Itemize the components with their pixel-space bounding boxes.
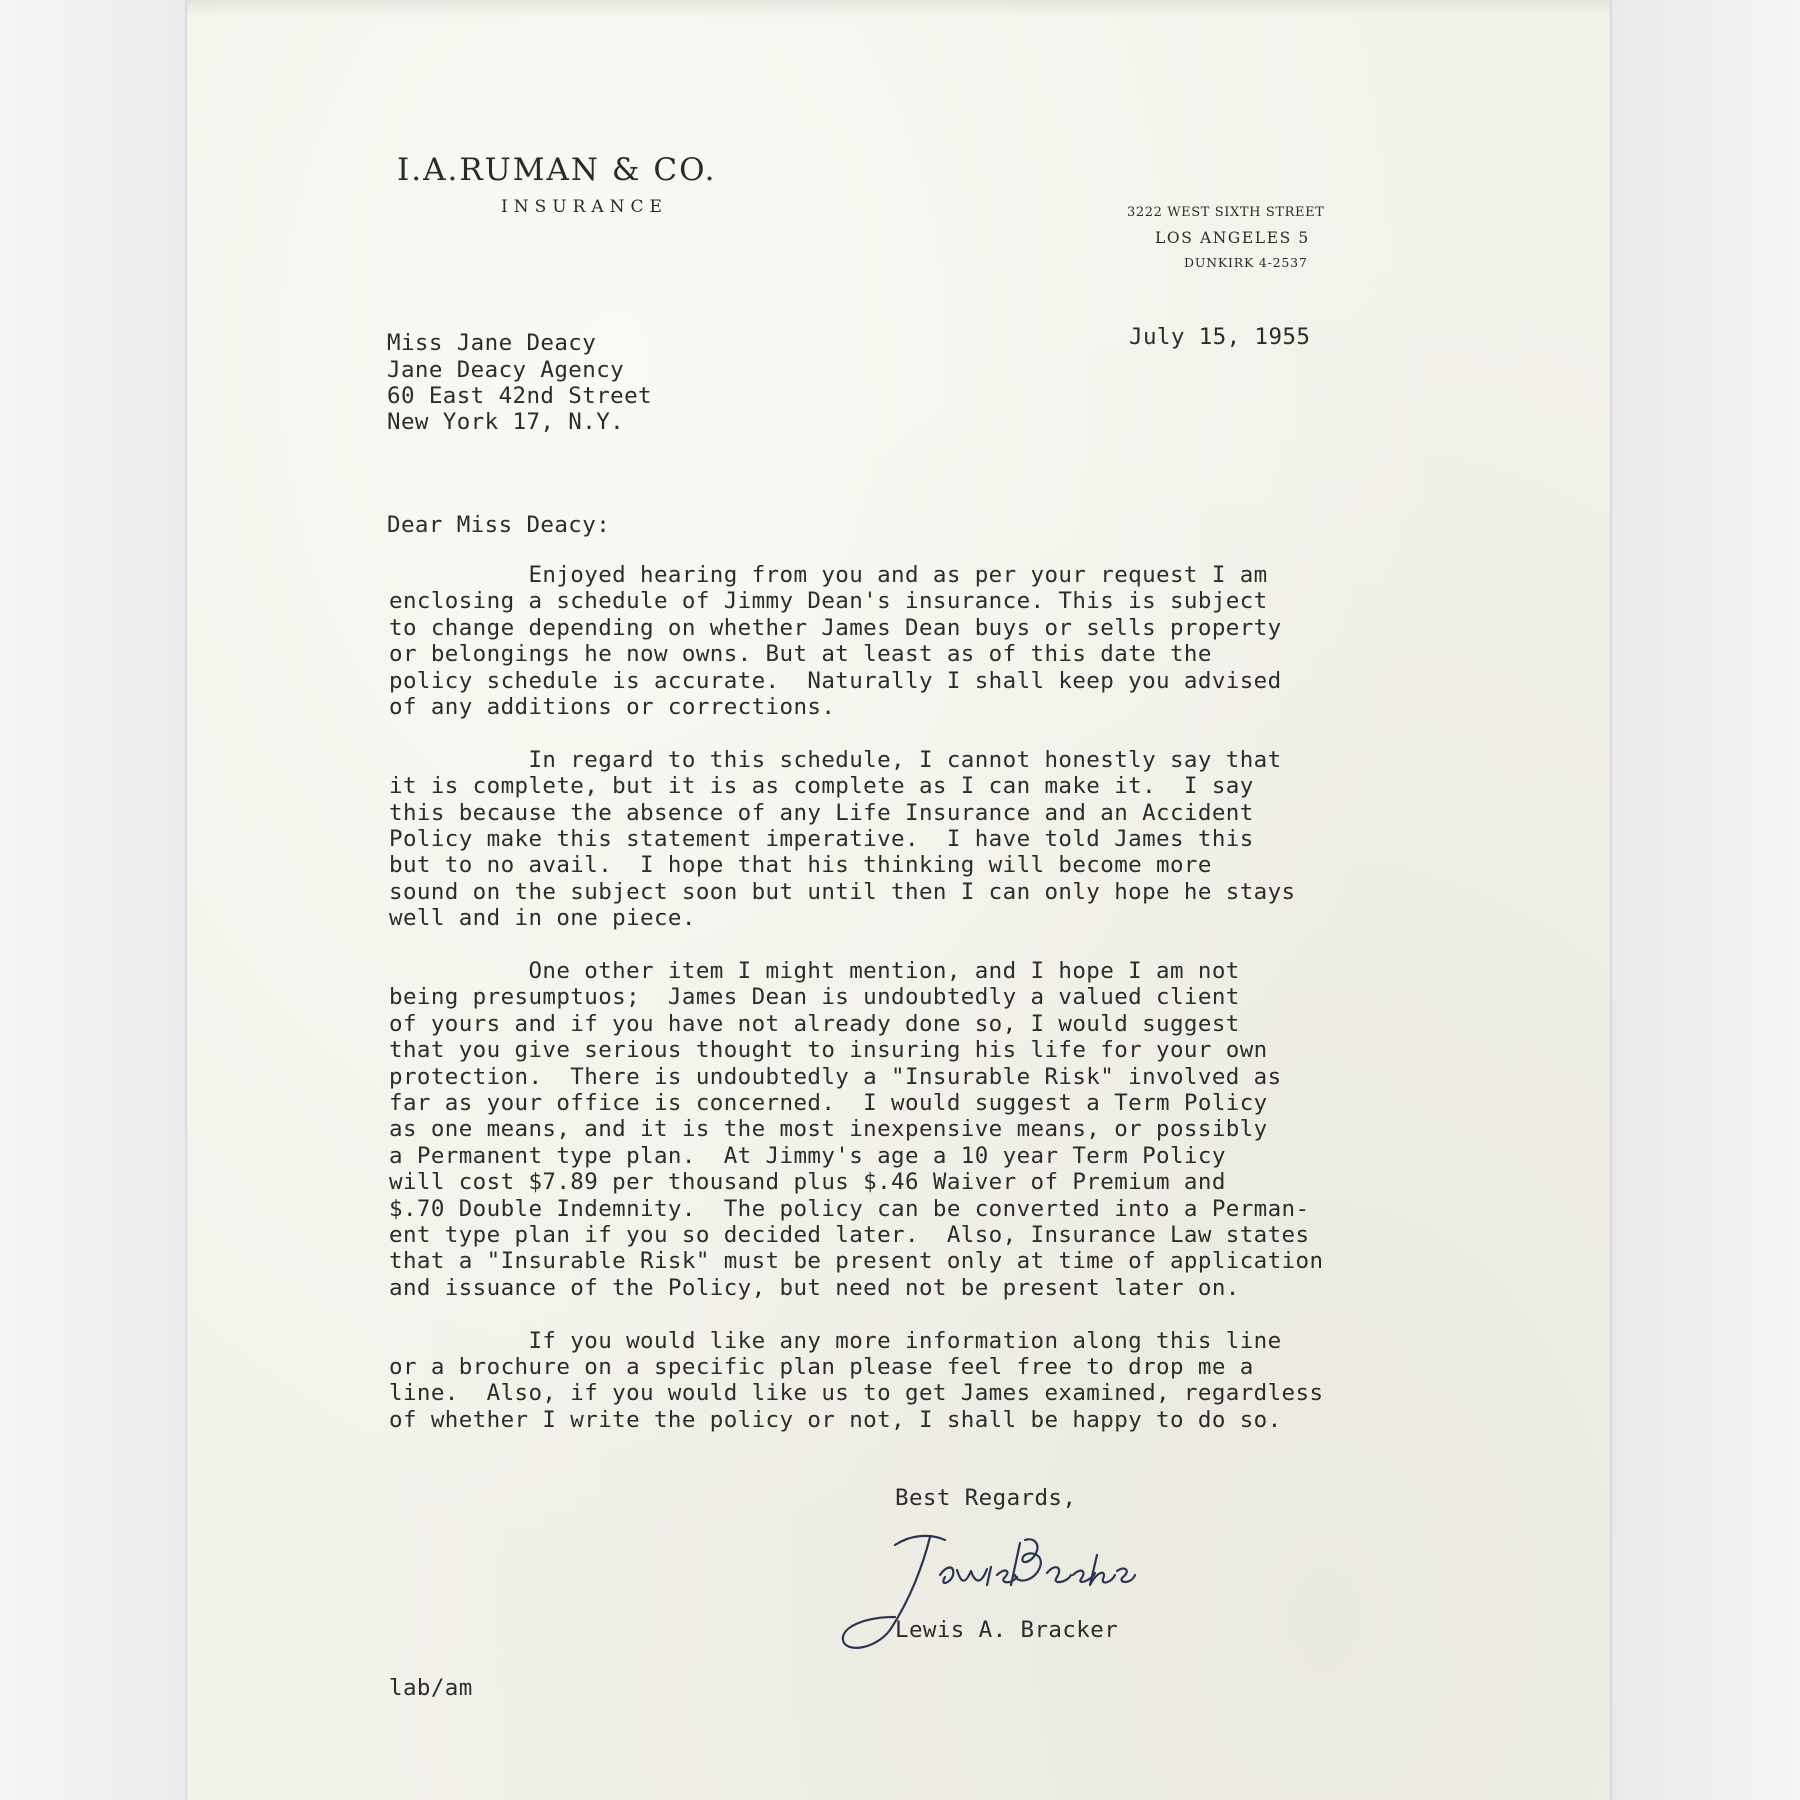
body-line: Enjoyed hearing from you and as per your request I am xyxy=(389,562,1268,588)
body-line: that you give serious thought to insuring his life for your own xyxy=(389,1037,1268,1064)
letterhead-address-street: 3222 WEST SIXTH STREET xyxy=(1127,205,1325,220)
letterhead-company: I.A.RUMAN & CO. xyxy=(397,152,717,188)
body-line: well and in one piece. xyxy=(389,905,696,932)
body-line: enclosing a schedule of Jimmy Dean's insurance. This is subject xyxy=(389,588,1268,615)
paper-edge-shading xyxy=(187,0,1610,18)
body-line: being presumptuos; James Dean is undoubtedly a valued client xyxy=(389,984,1240,1011)
body-line: or a brochure on a specific plan please feel free to drop me a xyxy=(389,1354,1254,1380)
recipient-line: Jane Deacy Agency xyxy=(387,357,625,383)
body-line: of yours and if you have not already done so, I would suggest xyxy=(389,1010,1240,1037)
background-right xyxy=(1610,0,1800,1800)
letterhead-address-phone: DUNKIRK 4-2537 xyxy=(1184,255,1308,270)
recipient-line: 60 East 42nd Street xyxy=(387,383,652,409)
signer-name: Lewis A. Bracker xyxy=(895,1617,1119,1643)
body-line: this because the absence of any Life Insurance and an Accident xyxy=(389,799,1254,826)
body-line: will cost $7.89 per thousand plus $.46 Waiver of Premium and xyxy=(389,1169,1226,1196)
body-line: line. Also, if you would like us to get James examined, regardless xyxy=(389,1380,1324,1407)
closing: Best Regards, xyxy=(895,1485,1077,1511)
body-line: sound on the subject soon but until then I can only hope he stays xyxy=(389,878,1296,905)
body-line: but to no avail. I hope that his thinking will become more xyxy=(389,852,1212,879)
recipient-line: New York 17, N.Y. xyxy=(387,409,625,435)
body-line: to change depending on whether James Dean buys or sells property xyxy=(389,614,1282,641)
salutation: Dear Miss Deacy: xyxy=(387,512,611,538)
body-line: of any additions or corrections. xyxy=(389,694,836,720)
body-line: If you would like any more information along this line xyxy=(389,1327,1282,1354)
letterhead-address-city: LOS ANGELES 5 xyxy=(1155,229,1310,247)
body-line: a Permanent type plan. At Jimmy's age a 10 year Term Policy xyxy=(389,1142,1226,1169)
letter-date: July 15, 1955 xyxy=(1129,324,1311,350)
recipient-line: Miss Jane Deacy xyxy=(387,330,597,356)
typist-initials: lab/am xyxy=(389,1675,473,1701)
body-line: One other item I might mention, and I hope I am not xyxy=(389,958,1240,984)
body-line: In regard to this schedule, I cannot honestly say that xyxy=(389,746,1282,773)
body-line: that a "Insurable Risk" must be present only at time of application xyxy=(389,1248,1324,1275)
background-left xyxy=(0,0,187,1800)
body-line: as one means, and it is the most inexpensive means, or possibly xyxy=(389,1116,1268,1143)
body-line: and issuance of the Policy, but need not be present later on. xyxy=(389,1274,1240,1301)
body-line: protection. There is undoubtedly a "Insurable Risk" involved as xyxy=(389,1063,1282,1090)
body-line: of whether I write the policy or not, I shall be happy to do so. xyxy=(389,1406,1282,1433)
body-line: it is complete, but it is as complete as I can make it. I say xyxy=(389,773,1254,800)
body-line: far as your office is concerned. I would suggest a Term Policy xyxy=(389,1090,1268,1116)
body-line: ent type plan if you so decided later. Also, Insurance Law states xyxy=(389,1222,1310,1248)
body-line: $.70 Double Indemnity. The policy can be converted into a Perman- xyxy=(389,1195,1310,1222)
body-line: Policy make this statement imperative. I have told James this xyxy=(389,826,1254,852)
body-line: policy schedule is accurate. Naturally I shall keep you advised xyxy=(389,667,1282,694)
letterhead-subtitle: INSURANCE xyxy=(501,197,668,217)
body-line: or belongings he now owns. But at least as of this date the xyxy=(389,641,1212,668)
